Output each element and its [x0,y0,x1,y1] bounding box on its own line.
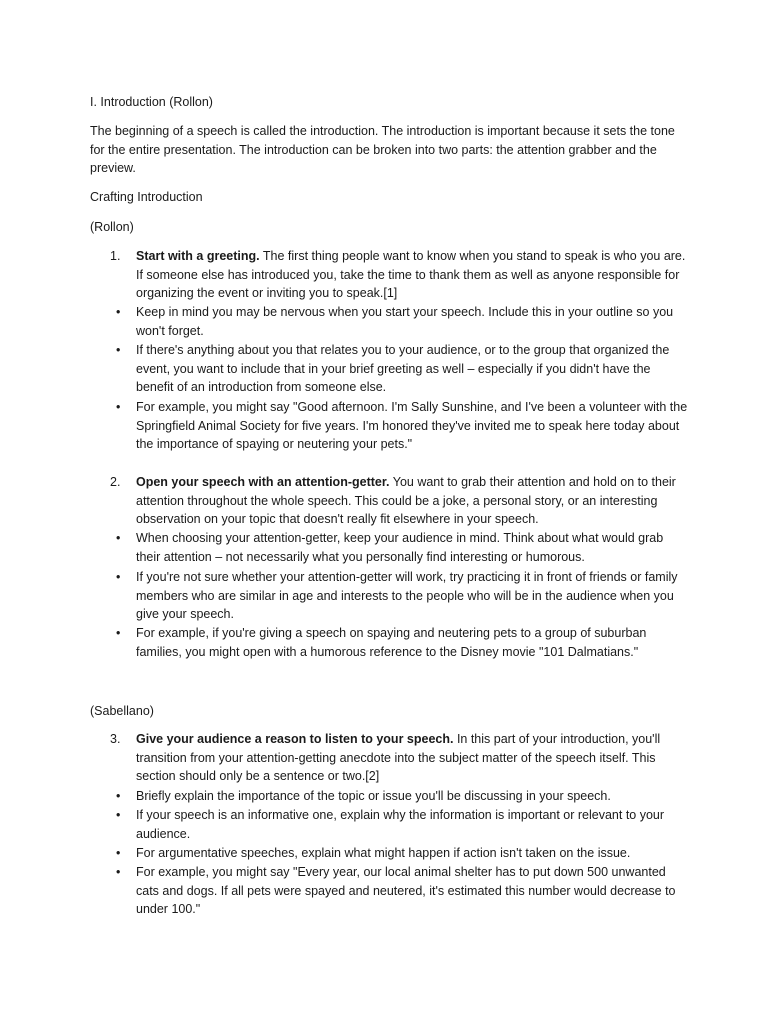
numbered-item-3 [110,730,690,786]
bullet-item [110,529,690,566]
bullet-icon: • [116,343,121,357]
numbered-item-2 [110,473,690,529]
bullet-text: If your speech is an informative one, explain why the information is important or relevant to your audience. [136,808,665,841]
item-number: 2. [110,475,121,489]
bullet-icon: • [116,626,121,640]
bullet-text: If you're not sure whether your attention-getter will work, try practicing it in front of friends or family members who are similar in age and interests to the people who will be in the audience when you give your speech. [136,570,678,622]
author-label: (Sabellano) [90,704,154,718]
bullet-icon: • [116,865,121,879]
bullet-text: Keep in mind you may be nervous when you start your speech. Include this in your outline so you won't forget. [136,305,674,338]
item-body: You want to grab their attention and hold on to their attention throughout the whole speech. This could be a joke, a personal story, or an interesting observation on your topic that doesn't really fit elsewhere in your speech. [136,475,676,527]
bullet-item [110,303,690,340]
bullet-item [110,863,690,919]
intro-paragraph: The beginning of a speech is called the introduction. The introduction is important because it sets the tone for the entire presentation. The introduction can be broken into two parts: the attention grabber and the preview. [90,124,675,176]
item-lead: Open your speech with an attention-getter. [136,475,390,489]
bullet-icon: • [116,789,121,803]
item-text [136,247,690,303]
item-number: 3. [110,732,121,746]
bullet-item [110,844,690,863]
item-text [136,730,690,786]
bullet-icon: • [116,570,121,584]
item-number: 1. [110,249,121,263]
subheading: Crafting Introduction [90,190,203,204]
item-lead: Start with a greeting. [136,249,260,263]
item-text [136,473,690,529]
numbered-item-1 [110,247,690,303]
item-body: In this part of your introduction, you'll transition from your attention-getting anecdote into the subject matter of the speech itself. This section should only be a sentence or two.[2] [136,732,661,784]
bullet-icon: • [116,305,121,319]
bullet-text: For example, if you're giving a speech on spaying and neutering pets to a group of suburban families, you might open with a humorous reference to the Disney movie "101 Dalmatians." [136,626,647,659]
bullet-text: Briefly explain the importance of the topic or issue you'll be discussing in your speech. [136,789,611,803]
bullet-text: If there's anything about you that relates you to your audience, or to the group that organized the event, you want to include that in your brief greeting as well – especially if you didn't have the benefit of an introduction from someone else. [136,343,670,395]
item-lead: Give your audience a reason to listen to your speech. [136,732,454,746]
item-body: The first thing people want to know when you stand to speak is who you are. If someone else has introduced you, take the time to thank them as well as anyone responsible for organizing the event or inviting you to speak.[1] [136,249,686,301]
author-label: (Rollon) [90,220,134,234]
bullet-item [110,568,690,624]
bullet-icon: • [116,531,121,545]
bullet-text: When choosing your attention-getter, keep your audience in mind. Think about what would grab their attention – not necessarily what you personally find interesting or humorous. [136,531,664,564]
bullet-item [110,806,690,843]
bullet-item [110,624,690,661]
section-heading: I. Introduction (Rollon) [90,95,213,109]
bullet-text: For example, you might say "Good afternoon. I'm Sally Sunshine, and I've been a volunteer with the Springfield Animal Society for five years. I'm honored they've invited me to speak here today about the importance of spaying or neutering your pets." [136,400,688,452]
bullet-item [110,341,690,397]
bullet-text: For example, you might say "Every year, our local animal shelter has to put down 500 unwanted cats and dogs. If all pets were spayed and neutered, it's estimated this number would decrease to under 100." [136,865,676,917]
bullet-item [110,398,690,454]
bullet-icon: • [116,808,121,822]
bullet-text: For argumentative speeches, explain what might happen if action isn't taken on the issue. [136,846,631,860]
bullet-icon: • [116,846,121,860]
bullet-item [110,787,690,806]
bullet-icon: • [116,400,121,414]
